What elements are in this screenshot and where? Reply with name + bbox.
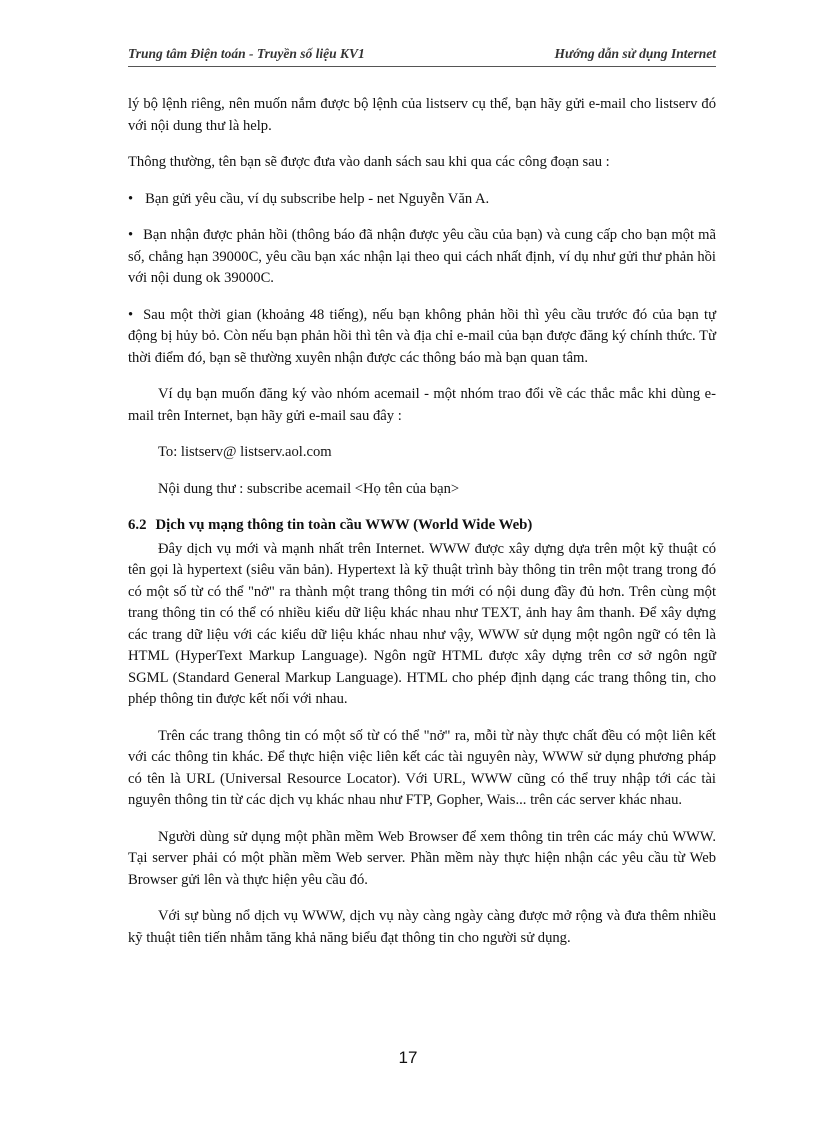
bullet-icon: • — [128, 306, 134, 323]
section-number: 6.2 — [128, 517, 147, 533]
list-item — [128, 305, 716, 370]
paragraph-steps-intro: Thông thường, tên bạn sẽ được đưa vào danh sách sau khi qua các công đoạn sau : — [128, 154, 610, 170]
bullet-icon: • — [128, 190, 134, 207]
header-left-title: Trung tâm Điện toán - Truyền số liệu KV1 — [128, 46, 365, 61]
paragraph-www-browser: Người dùng sử dụng một phần mềm Web Browser để xem thông tin trên các máy chủ WWW. Tại server phải có một phần mềm Web server. Phần mềm này thực hiện nhận các yêu cầu từ Web Browser gửi lên và thực hiện yêu cầu đó. — [128, 828, 716, 888]
list-item — [128, 225, 716, 290]
list-item-text: Sau một thời gian (khoảng 48 tiếng), nếu bạn không phản hồi thì yêu cầu trước đó của bạn tự động bị hủy bỏ. Còn nếu bạn phản hồi thì tên và địa chỉ e-mail của bạn được đăng ký chính thức. Từ thời điểm đó, bạn sẽ thường xuyên nhận được các thông báo mà bạn quan tâm. — [128, 306, 716, 366]
email-to-line: To: listserv@ listserv.aol.com — [158, 444, 332, 460]
header-right-title: Hướng dẫn sử dụng Internet — [554, 46, 716, 61]
section-heading — [128, 515, 716, 537]
email-body-line: Nội dung thư : subscribe acemail <Họ tên của bạn> — [158, 480, 460, 497]
running-header — [128, 46, 716, 62]
bullet-icon: • — [128, 227, 134, 243]
paragraph-example-intro: Ví dụ bạn muốn đăng ký vào nhóm acemail - một nhóm trao đổi về các thắc mắc khi dùng e-mail trên Internet, bạn hãy gửi e-mail sau đây : — [128, 386, 716, 424]
paragraph-www-growth: Với sự bùng nổ dịch vụ WWW, dịch vụ này càng ngày càng được mở rộng và đưa thêm nhiều kỹ thuật tiên tiến nhằm tăng khả năng biểu đạt thông tin cho người sử dụng. — [128, 908, 716, 946]
paragraph-www-intro: Đây dịch vụ mới và mạnh nhất trên Internet. WWW được xây dựng dựa trên một kỹ thuật có tên gọi là hypertext (siêu văn bản). Hypertext là kỹ thuật trình bày thông tin trên một trang trong đó có một số từ có thể "nở" ra thành một trang thông tin mới có nội dung đầy đủ hơn. Trên cùng một trang thông tin có thể có nhiều kiểu dữ liệu khác nhau như TEXT, ảnh hay âm thanh. Để xây dựng các trang dữ liệu với các kiểu dữ liệu khác nhau như vậy, WWW sử dụng một ngôn ngữ có tên là HTML (HyperText Markup Language). Ngôn ngữ HTML được xây dựng trên cơ sở ngôn ngữ SGML (Standard General Markup Language). HTML cho phép định dạng các trang thông tin, cho phép thông tin được kết nối với nhau. — [128, 540, 716, 707]
page-body — [128, 94, 716, 964]
paragraph-listserv-help: lý bộ lệnh riêng, nên muốn nắm được bộ lệnh của listserv cụ thể, bạn hãy gửi e-mail cho listserv đó với nội dung thư là help. — [128, 96, 716, 134]
header-divider — [128, 66, 716, 67]
page-number: 17 — [398, 1048, 418, 1067]
section-title: Dịch vụ mạng thông tin toàn cầu WWW (World Wide Web) — [155, 517, 533, 533]
paragraph-www-url: Trên các trang thông tin có một số từ có thể "nở" ra, mỗi từ này thực chất đều có một liên kết với các thông tin khác. Để thực hiện việc liên kết các tài nguyên này, WWW sử dụng phương pháp có tên là URL (Universal Resource Locator). Với URL, WWW cũng có thể truy nhập tới các tài nguyên thông tin từ các dịch vụ khác nhau như FTP, Gopher, Wais... trên các server khác nhau. — [128, 727, 716, 808]
list-item-text: Bạn gửi yêu cầu, ví dụ subscribe help - net Nguyễn Văn A. — [145, 190, 490, 207]
list-item — [128, 189, 716, 211]
list-item-text: Bạn nhận được phản hồi (thông báo đã nhận được yêu cầu của bạn) và cung cấp cho bạn một mã số, chẳng hạn 39000C, yêu cầu bạn xác nhận lại theo qui cách nhất định, ví dụ như gửi thư phản hồi với nội dung ok 39000C. — [128, 227, 716, 286]
